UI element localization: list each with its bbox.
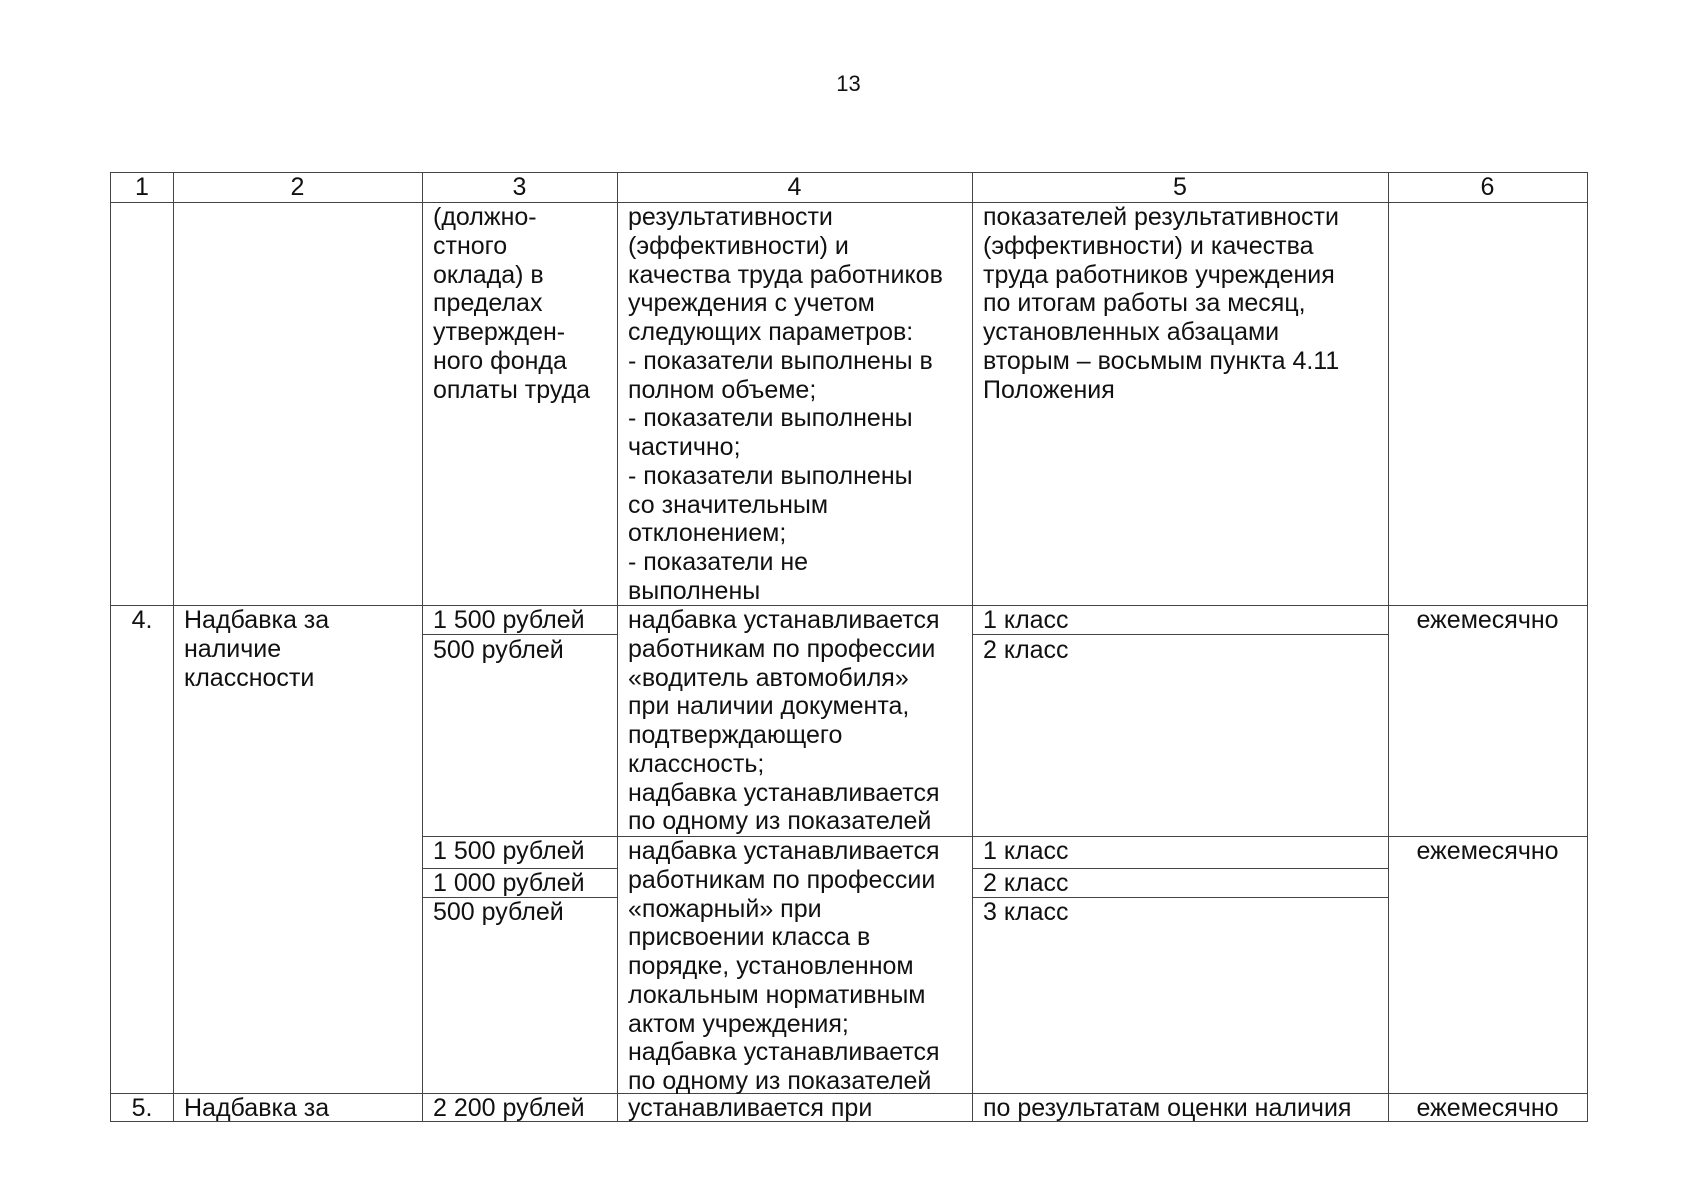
- col-divider: [422, 173, 423, 1121]
- amount: 2 200 рублей: [433, 1094, 585, 1122]
- page-number: 13: [836, 71, 861, 96]
- header-cell-5: 5: [1173, 173, 1187, 201]
- payment-period: ежемесячно: [1416, 837, 1559, 865]
- class-label-3: 3 класс: [983, 898, 1069, 926]
- amount-class-2: 500 рублей: [433, 636, 564, 664]
- header-cell-4: 4: [787, 173, 802, 201]
- amount-class-3: 500 рублей: [433, 898, 564, 926]
- payment-period: ежемесячно: [1416, 606, 1559, 634]
- driver-condition-text: надбавка устанавливается работникам по профессии «водитель автомобиля» при наличии документа, подтверждающего классность; надбавка устанавливается по одному из показателей: [628, 606, 940, 836]
- col-divider: [1388, 173, 1389, 1121]
- header-cell-6: 6: [1480, 173, 1495, 201]
- allowance-name: Надбавка за наличие классности: [184, 606, 330, 692]
- amount-class-2: 1 000 рублей: [433, 869, 585, 897]
- col-divider: [617, 173, 618, 1121]
- class-label-1: 1 класс: [983, 837, 1069, 865]
- amount-class-1: 1 500 рублей: [433, 837, 585, 865]
- salary-basis-text: (должно- стного оклада) в пределах утвержден- ного фонда оплаты труда: [433, 203, 590, 404]
- table: [110, 172, 1588, 1122]
- col-divider: [972, 173, 973, 1121]
- row-number: 4.: [131, 606, 153, 634]
- header-cell-2: 2: [290, 173, 305, 201]
- class-label-2: 2 класс: [983, 636, 1069, 664]
- header-cell-3: 3: [512, 173, 527, 201]
- firefighter-condition-text: надбавка устанавливается работникам по профессии «пожарный» при присвоении класса в порядке, установленном локальным нормативным актом учреждения; надбавка устанавливается по одному из показателей: [628, 837, 940, 1095]
- performance-criteria-text: показателей результативности (эффективности) и качества труда работников учреждения по итогам работы за месяц, установленных абзацами вторым – восьмым пункта 4.11 Положения: [983, 203, 1340, 404]
- allowance-name: Надбавка за: [184, 1094, 330, 1122]
- header-cell-1: 1: [135, 173, 149, 201]
- criteria-text: по результатам оценки наличия: [983, 1094, 1352, 1122]
- condition-text: устанавливается при: [628, 1094, 873, 1122]
- class-label-2: 2 класс: [983, 869, 1069, 897]
- amount-class-1: 1 500 рублей: [433, 606, 585, 634]
- class-label-1: 1 класс: [983, 606, 1069, 634]
- col-divider: [173, 173, 174, 1121]
- payment-period: ежемесячно: [1416, 1094, 1559, 1122]
- row-number: 5.: [131, 1094, 153, 1122]
- performance-parameters-text: результативности (эффективности) и качества труда работников учреждения с учетом следующих параметров: - показатели выполнены в полном объеме; - показатели выполнены частично; - показатели выполнены со значительным отклонением; - показатели не выполнены: [628, 203, 943, 605]
